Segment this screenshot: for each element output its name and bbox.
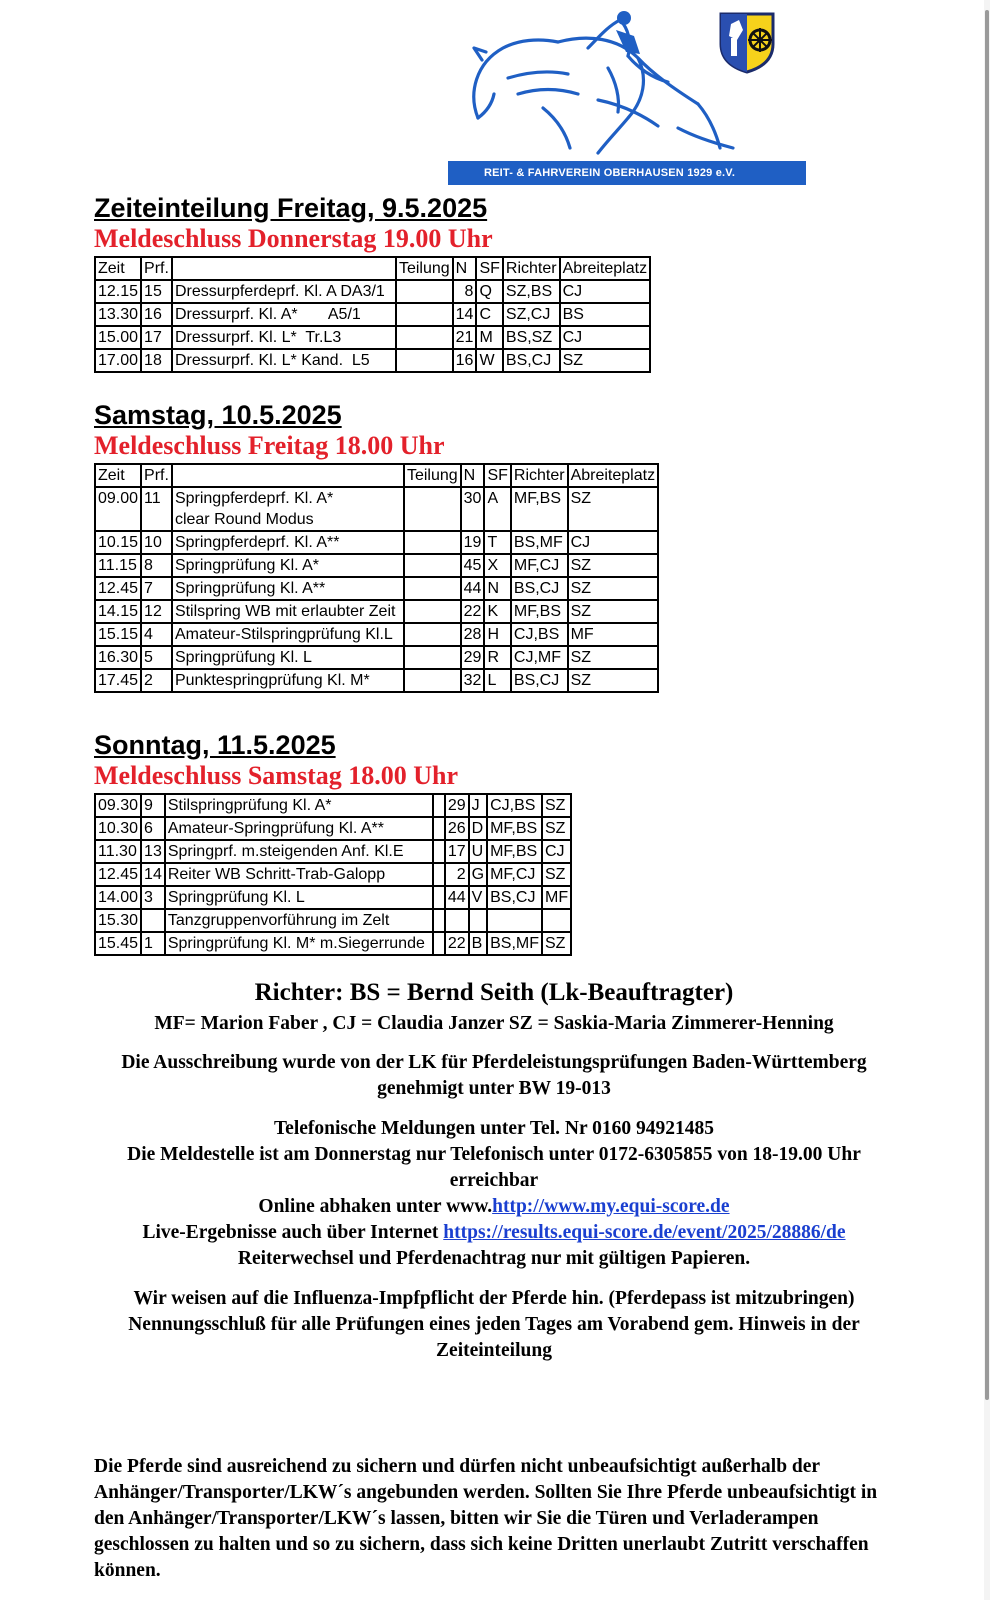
division-cell [396, 280, 453, 303]
table-row [95, 886, 571, 909]
exam-number-cell: 16 [141, 303, 172, 326]
exam-name-cell: Springprüfung Kl. A** [172, 577, 404, 600]
exam-number-cell [141, 909, 165, 932]
time-cell: 12.45 [95, 863, 141, 886]
warmup-cell: BS [560, 303, 651, 326]
judges-cell: BS,CJ [503, 349, 560, 372]
judges-cell: BS,SZ [503, 326, 560, 349]
time-cell: 15.45 [95, 932, 141, 955]
exam-name-cell: Dressurprf. Kl. L* Kand. L5 [172, 349, 396, 372]
table-row [95, 817, 571, 840]
time-cell: 15.00 [95, 326, 141, 349]
table-row [95, 623, 658, 646]
exam-number-cell: 15 [141, 280, 172, 303]
exam-number-cell: 18 [141, 349, 172, 372]
table-row [95, 600, 658, 623]
count-cell: 14 [453, 303, 477, 326]
time-cell: 17.00 [95, 349, 141, 372]
division-cell [404, 600, 461, 623]
count-cell: 22 [461, 600, 485, 623]
header-cell: Prf. [141, 257, 172, 280]
sf-cell: A [484, 487, 510, 531]
sf-cell: N [484, 577, 510, 600]
exam-number-cell: 14 [141, 863, 165, 886]
header-cell: Richter [503, 257, 560, 280]
header-cell [172, 257, 396, 280]
warmup-cell: CJ [560, 326, 651, 349]
division-cell [433, 840, 445, 863]
exam-number-cell: 8 [141, 554, 172, 577]
table-row [95, 577, 658, 600]
table-row [95, 909, 571, 932]
friday-section [94, 193, 651, 373]
sunday-deadline: Meldeschluss Samstag 18.00 Uhr [94, 761, 459, 790]
saturday-title: Samstag, 10.5.2025 [94, 400, 342, 430]
sf-cell: H [484, 623, 510, 646]
warmup-cell: SZ [542, 932, 571, 955]
sf-cell: K [484, 600, 510, 623]
judges-cell: BS,MF [487, 932, 542, 955]
warmup-cell: SZ [568, 487, 659, 531]
header-cell: Zeit [95, 257, 141, 280]
header-cell: SF [484, 464, 510, 487]
exam-number-cell: 4 [141, 623, 172, 646]
sf-cell: T [484, 531, 510, 554]
exam-number-cell: 13 [141, 840, 165, 863]
division-cell [396, 349, 453, 372]
exam-name-cell: Amateur-Stilspringprüfung Kl.L [172, 623, 404, 646]
closing-text: Die Pferde sind ausreichend zu sichern und dürfen nicht unbeaufsichtigt außerhalb der Anhänger/Transporter/LKW´s angebunden werden. Sollten Sie Ihre Pferde unbeaufsichtigt in den Anhänger/Transporter/LKW´s lassen, bitten wir Sie die Türen und Verladerampen geschlossen zu halten und so zu sichern, dass sich keine Dritten unerlaubt Zutritt verschaffen können. [94, 1456, 878, 1581]
warmup-cell: SZ [568, 600, 659, 623]
time-cell: 14.00 [95, 886, 141, 909]
count-cell: 26 [445, 817, 469, 840]
header-cell: Zeit [95, 464, 141, 487]
scrollbar-thumb[interactable] [985, 10, 989, 1400]
influenza-text: Wir weisen auf die Influenza-Impfpflicht der Pferde hin. (Pferdepass ist mitzubringen) [133, 1288, 855, 1309]
judges-cell: MF,BS [487, 817, 542, 840]
judges-cell: MF,CJ [511, 554, 568, 577]
sf-cell: L [484, 669, 510, 692]
count-cell: 16 [453, 349, 477, 372]
division-cell [404, 531, 461, 554]
judges-cell: SZ,CJ [503, 303, 560, 326]
time-cell: 13.30 [95, 303, 141, 326]
warmup-cell: SZ [542, 794, 571, 817]
friday-title: Zeiteinteilung Freitag, 9.5.2025 [94, 193, 488, 223]
division-cell [433, 932, 445, 955]
club-name-banner: REIT- & FAHRVEREIN OBERHAUSEN 1929 e.V. [448, 161, 806, 185]
warmup-cell: CJ [568, 531, 659, 554]
warmup-cell: CJ [542, 840, 571, 863]
phone-text: Telefonische Meldungen unter Tel. Nr 0160 94921485 [273, 1118, 715, 1139]
count-cell: 29 [461, 646, 485, 669]
division-cell [396, 326, 453, 349]
time-cell: 12.15 [95, 280, 141, 303]
warmup-cell: SZ [568, 554, 659, 577]
warmup-cell: SZ [542, 817, 571, 840]
division-cell [396, 303, 453, 326]
judges-cell: CJ,BS [511, 623, 568, 646]
sf-cell: C [476, 303, 502, 326]
division-cell [404, 554, 461, 577]
equi-score-link[interactable]: http://www.my.equi-score.de [492, 1196, 730, 1217]
table-row [95, 794, 571, 817]
exam-name-cell: Dressurprf. Kl. L* Tr.L3 [172, 326, 396, 349]
division-cell [433, 817, 445, 840]
division-cell [404, 487, 461, 531]
warmup-cell: SZ [568, 669, 659, 692]
exam-number-cell: 12 [141, 600, 172, 623]
saturday-table [94, 463, 659, 693]
division-cell [433, 886, 445, 909]
sf-cell: V [469, 886, 487, 909]
count-cell: 8 [453, 280, 477, 303]
exam-name-cell: Stilspring WB mit erlaubter Zeit [172, 600, 404, 623]
exam-name-cell: Dressurprf. Kl. A* A5/1 [172, 303, 396, 326]
exam-number-cell: 2 [141, 669, 172, 692]
count-cell: 22 [445, 932, 469, 955]
saturday-deadline: Meldeschluss Freitag 18.00 Uhr [94, 431, 445, 460]
count-cell: 19 [461, 531, 485, 554]
count-cell: 2 [445, 863, 469, 886]
results-link[interactable]: https://results.equi-score.de/event/2025/28886/de [443, 1222, 846, 1243]
friday-table [94, 256, 651, 373]
table-row [95, 303, 650, 326]
sf-cell: Q [476, 280, 502, 303]
time-cell: 14.15 [95, 600, 141, 623]
header-cell: Prf. [141, 464, 172, 487]
count-cell: 28 [461, 623, 485, 646]
count-cell [445, 909, 469, 932]
exam-number-cell: 10 [141, 531, 172, 554]
approval-text: Die Ausschreibung wurde von der LK für Pferdeleistungsprüfungen Baden-Württemberg genehmigt unter BW 19-013 [121, 1052, 867, 1099]
entry-deadline-text: Nennungsschluß für alle Prüfungen eines jeden Tages am Vorabend gem. Hinweis in der Zeiteinteilung [128, 1314, 860, 1361]
online-prefix: Online abhaken unter www. [258, 1196, 493, 1217]
exam-name-cell: Amateur-Springprüfung Kl. A** [165, 817, 433, 840]
exam-number-cell: 3 [141, 886, 165, 909]
exam-name-line1: Springpferdeprf. Kl. A* [174, 490, 334, 507]
warmup-cell: SZ [568, 646, 659, 669]
sunday-table [94, 793, 572, 956]
division-cell [404, 669, 461, 692]
count-cell: 44 [445, 886, 469, 909]
table-row [95, 932, 571, 955]
warmup-cell: SZ [568, 577, 659, 600]
exam-number-cell: 9 [141, 794, 165, 817]
sunday-section [94, 730, 572, 956]
warmup-cell: MF [542, 886, 571, 909]
sf-cell: X [484, 554, 510, 577]
count-cell: 32 [461, 669, 485, 692]
header-cell: Abreiteplatz [568, 464, 659, 487]
warmup-cell: SZ [542, 863, 571, 886]
division-cell [433, 909, 445, 932]
judges-cell: CJ,BS [487, 794, 542, 817]
sf-cell: D [469, 817, 487, 840]
count-cell: 30 [461, 487, 485, 531]
table-row [95, 646, 658, 669]
warmup-cell: MF [568, 623, 659, 646]
notes-section [94, 978, 894, 1364]
sunday-title: Sonntag, 11.5.2025 [94, 730, 336, 760]
exam-number-cell: 5 [141, 646, 172, 669]
exam-name-cell: Springprf. m.steigenden Anf. Kl.E [165, 840, 433, 863]
count-cell: 29 [445, 794, 469, 817]
header-cell: N [461, 464, 485, 487]
table-row [95, 487, 658, 531]
judges-cell: BS,CJ [511, 577, 568, 600]
judges-cell [487, 909, 542, 932]
warmup-cell [542, 909, 571, 932]
judges-cell: BS,CJ [487, 886, 542, 909]
exam-name-cell: Springprüfung Kl. L [172, 646, 404, 669]
judges-cell: SZ,BS [503, 280, 560, 303]
time-cell: 15.30 [95, 909, 141, 932]
time-cell: 09.00 [95, 487, 141, 531]
exam-number-cell: 6 [141, 817, 165, 840]
sf-cell: B [469, 932, 487, 955]
exam-number-cell: 11 [141, 487, 172, 531]
exam-name-cell: Springprüfung Kl. L [165, 886, 433, 909]
judges-cell: MF,CJ [487, 863, 542, 886]
live-line [94, 1220, 894, 1246]
table-header-row [95, 257, 650, 280]
sf-cell: M [476, 326, 502, 349]
exam-name-cell: Springprüfung Kl. A* [172, 554, 404, 577]
table-row [95, 280, 650, 303]
exam-name-cell: Springpferdeprf. Kl. A** [172, 531, 404, 554]
table-row [95, 669, 658, 692]
table-row [95, 326, 650, 349]
time-cell: 15.15 [95, 623, 141, 646]
judges-cell: CJ,MF [511, 646, 568, 669]
exam-name-cell: Tanzgruppenvorführung im Zelt [165, 909, 433, 932]
judges-cell: BS,MF [511, 531, 568, 554]
header-cell: Abreiteplatz [560, 257, 651, 280]
time-cell: 10.30 [95, 817, 141, 840]
judges-cell: MF,BS [511, 487, 568, 531]
sf-cell: G [469, 863, 487, 886]
division-cell [433, 863, 445, 886]
coat-of-arms-icon [717, 10, 777, 74]
time-cell: 09.30 [95, 794, 141, 817]
sf-cell: W [476, 349, 502, 372]
judges-list: MF= Marion Faber , CJ = Claudia Janzer SZ = Saskia-Maria Zimmerer-Henning [154, 1013, 834, 1034]
header-cell: N [453, 257, 477, 280]
exam-name-cell: Reiter WB Schritt-Trab-Galopp [165, 863, 433, 886]
count-cell: 17 [445, 840, 469, 863]
judges-title: Richter: BS = Bernd Seith (Lk-Beauftragter) [254, 979, 734, 1006]
exam-name-cell: Punktespringprüfung Kl. M* [172, 669, 404, 692]
judges-cell: MF,BS [487, 840, 542, 863]
count-cell: 45 [461, 554, 485, 577]
division-cell [433, 794, 445, 817]
time-cell: 10.15 [95, 531, 141, 554]
time-cell: 16.30 [95, 646, 141, 669]
header-cell: Richter [511, 464, 568, 487]
exam-name-cell: Stilspringprüfung Kl. A* [165, 794, 433, 817]
time-cell: 17.45 [95, 669, 141, 692]
sf-cell [469, 909, 487, 932]
warmup-cell: SZ [560, 349, 651, 372]
online-line [94, 1194, 894, 1220]
division-cell [404, 577, 461, 600]
count-cell: 44 [461, 577, 485, 600]
exam-number-cell: 17 [141, 326, 172, 349]
judges-cell: BS,CJ [511, 669, 568, 692]
time-cell: 11.15 [95, 554, 141, 577]
exam-number-cell: 7 [141, 577, 172, 600]
division-cell [404, 646, 461, 669]
table-row [95, 840, 571, 863]
exam-name-cell [172, 487, 404, 531]
table-row [95, 863, 571, 886]
header-cell: Teilung [396, 257, 453, 280]
scrollbar[interactable] [984, 0, 990, 1600]
exam-name-cell: Springprüfung Kl. M* m.Siegerrunde [165, 932, 433, 955]
judges-cell: MF,BS [511, 600, 568, 623]
count-cell: 21 [453, 326, 477, 349]
sf-cell: J [469, 794, 487, 817]
header-cell: SF [476, 257, 502, 280]
table-row [95, 554, 658, 577]
office-text: Die Meldestelle ist am Donnerstag nur Telefonisch unter 0172-6305855 von 18-19.00 Uhr erreichbar [127, 1144, 861, 1191]
exam-name-line2: clear Round Modus [174, 511, 314, 528]
table-row [95, 531, 658, 554]
table-header-row [95, 464, 658, 487]
header-cell [172, 464, 404, 487]
rider-change-text: Reiterwechsel und Pferdenachtrag nur mit gültigen Papieren. [237, 1248, 751, 1269]
sf-cell: R [484, 646, 510, 669]
live-prefix: Live-Ergebnisse auch über Internet [142, 1222, 444, 1243]
exam-name-cell: Dressurpferdeprf. Kl. A DA3/1 [172, 280, 396, 303]
header-cell: Teilung [404, 464, 461, 487]
division-cell [404, 623, 461, 646]
exam-number-cell: 1 [141, 932, 165, 955]
table-row [95, 349, 650, 372]
warmup-cell: CJ [560, 280, 651, 303]
time-cell: 11.30 [95, 840, 141, 863]
friday-deadline: Meldeschluss Donnerstag 19.00 Uhr [94, 224, 493, 253]
saturday-section [94, 400, 659, 693]
sf-cell: U [469, 840, 487, 863]
time-cell: 12.45 [95, 577, 141, 600]
